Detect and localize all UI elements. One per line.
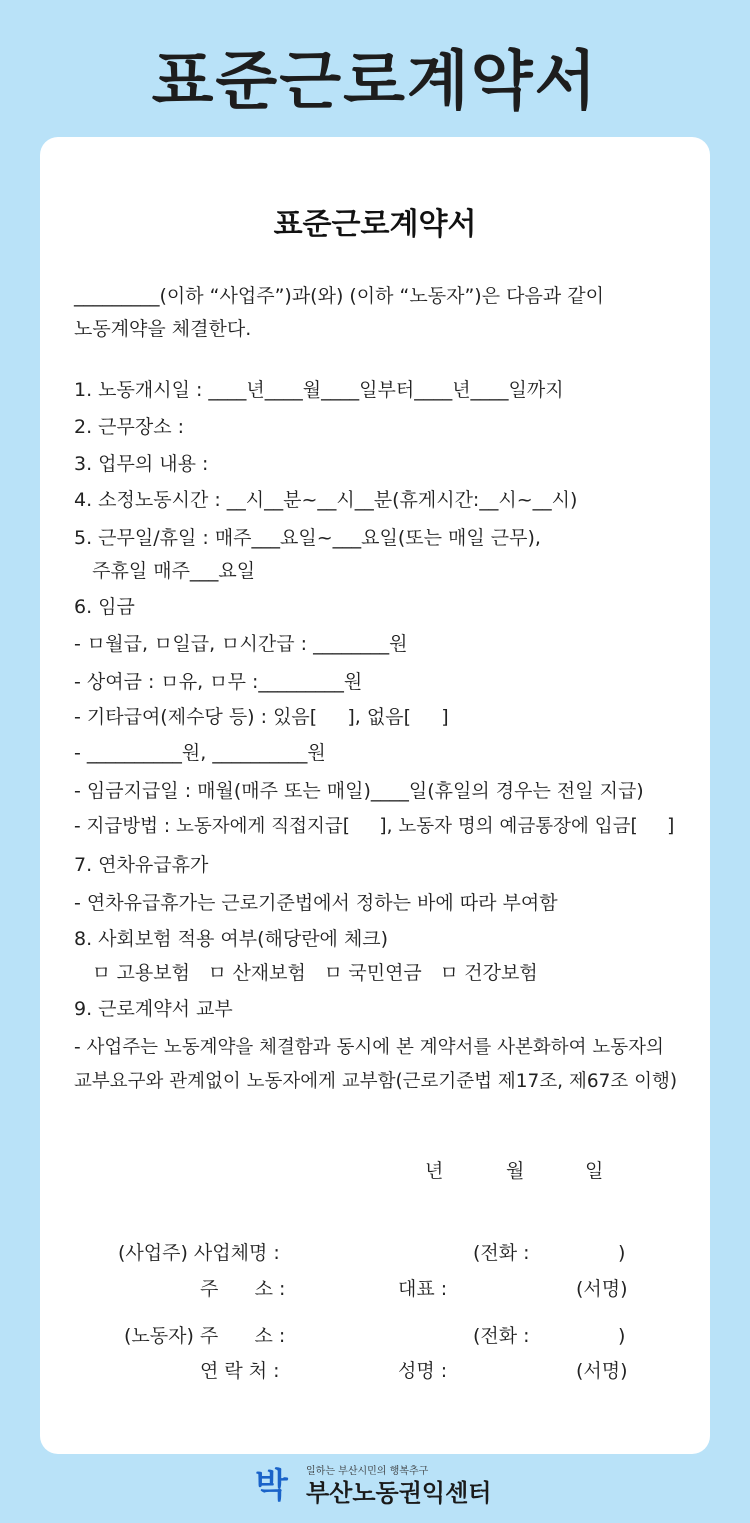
clause-start-date: 1. 노동개시일 : ____년____월____일부터____년____일까지 bbox=[74, 379, 564, 401]
date-month: 월 bbox=[506, 1160, 525, 1182]
contract-card bbox=[40, 137, 710, 1454]
clause-payment-method: - 지급방법 : 노동자에게 직접지급[ ], 노동자 명의 예금통장에 입금[ ] bbox=[74, 816, 675, 837]
logo-mark-icon: 박 bbox=[255, 1466, 288, 1506]
clause-workplace: 2. 근무장소 : bbox=[74, 416, 185, 438]
clause-other-pay: - 기타급여(제수당 등) : 있음[ ], 없음[ ] bbox=[74, 706, 449, 728]
clause-wage-heading: 6. 임금 bbox=[74, 596, 135, 618]
employer-phone-label: (전화 : bbox=[473, 1242, 530, 1264]
worker-phone-label: (전화 : bbox=[473, 1325, 530, 1347]
clause-duties: 3. 업무의 내용 : bbox=[74, 453, 209, 475]
worker-name-label: 성명 : bbox=[398, 1360, 448, 1382]
clause-workdays: 5. 근무일/휴일 : 매주___요일~___요일(또는 매일 근무), bbox=[74, 527, 541, 549]
employer-phone-close: ) bbox=[618, 1242, 626, 1264]
clause-annual-leave-heading: 7. 연차유급휴가 bbox=[74, 854, 209, 876]
employer-business-label: (사업주) 사업체명 : bbox=[118, 1242, 280, 1264]
date-day: 일 bbox=[585, 1160, 604, 1182]
clause-insurance-heading: 8. 사회보험 적용 여부(해당란에 체크) bbox=[74, 928, 389, 950]
worker-address-label: (노동자) 주 소 : bbox=[124, 1325, 286, 1347]
clause-delivery-line-2: 교부요구와 관계없이 노동자에게 교부함(근로기준법 제17조, 제67조 이행) bbox=[74, 1071, 678, 1092]
clause-pay-day: - 임금지급일 : 매월(매주 또는 매일)____일(휴일의 경우는 전일 지급) bbox=[74, 780, 644, 802]
clause-other-amounts: - __________원, __________원 bbox=[74, 742, 326, 764]
clause-delivery-heading: 9. 근로계약서 교부 bbox=[74, 998, 233, 1020]
employer-sign: (서명) bbox=[576, 1278, 628, 1300]
intro-line-1: _________(이하 “사업주”)과(와) (이하 “노동자”)은 다음과 같이 bbox=[74, 285, 604, 307]
worker-phone-close: ) bbox=[618, 1325, 626, 1347]
intro-line-2: 노동계약을 체결한다. bbox=[74, 318, 252, 340]
clause-weekly-holiday: 주휴일 매주___요일 bbox=[74, 560, 256, 582]
document-title: 표준근로계약서 bbox=[273, 207, 477, 242]
clause-insurance-options: ㅁ 고용보험 ㅁ 산재보험 ㅁ 국민연금 ㅁ 건강보험 bbox=[74, 962, 538, 984]
date-year: 년 bbox=[425, 1160, 444, 1182]
worker-contact-label: 연 락 처 : bbox=[200, 1360, 280, 1382]
clause-annual-leave: - 연차유급휴가는 근로기준법에서 정하는 바에 따라 부여함 bbox=[74, 892, 558, 914]
logo-org-name: 부산노동권익센터 bbox=[306, 1479, 492, 1507]
clause-working-hours: 4. 소정노동시간 : __시__분~__시__분(휴게시간:__시~__시) bbox=[74, 489, 578, 511]
clause-delivery-line-1: - 사업주는 노동계약을 체결함과 동시에 본 계약서를 사본화하여 노동자의 bbox=[74, 1037, 664, 1058]
clause-wage-type: - ㅁ월급, ㅁ일급, ㅁ시간급 : ________원 bbox=[74, 633, 408, 655]
employer-rep-label: 대표 : bbox=[398, 1278, 448, 1300]
logo-tagline: 일하는 부산시민의 행복추구 bbox=[306, 1466, 429, 1477]
footer-logo bbox=[0, 1462, 750, 1512]
clause-bonus: - 상여금 : ㅁ유, ㅁ무 :_________원 bbox=[74, 671, 363, 693]
banner-title: 표준근로계약서 bbox=[151, 45, 599, 119]
employer-address-label: 주 소 : bbox=[200, 1278, 286, 1300]
worker-sign: (서명) bbox=[576, 1360, 628, 1382]
